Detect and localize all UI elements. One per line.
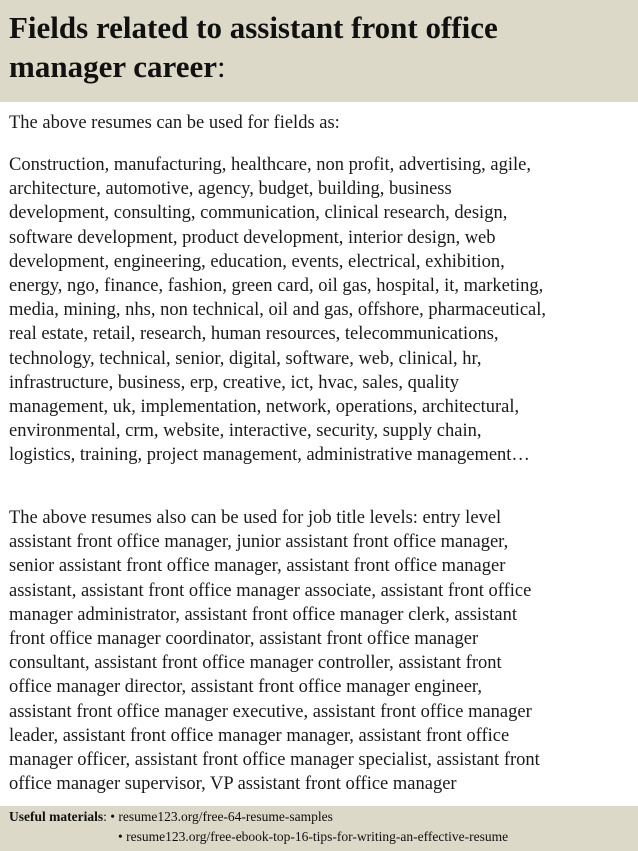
footer-link-resume-samples[interactable]: resume123.org/free-64-resume-samples: [118, 809, 333, 824]
fields-line: management, uk, implementation, network, operations, architectural,: [9, 397, 520, 418]
fields-line: Construction, manufacturing, healthcare, non profit, advertising, agile,: [9, 155, 531, 175]
levels-line: manager administrator, assistant front office manager clerk, assistant: [9, 604, 518, 625]
useful-materials-footer: [0, 806, 638, 851]
levels-line: assistant front office manager, junior assistant front office manager,: [9, 532, 509, 553]
footer-row-1: Useful materials: • resume123.org/free-64-resume-samples: [9, 809, 333, 824]
fields-line: environmental, crm, website, interactive, security, supply chain,: [9, 421, 482, 442]
levels-line: leader, assistant front office manager manager, assistant front office: [9, 725, 510, 746]
fields-paragraph: [9, 153, 546, 468]
levels-line: senior assistant front office manager, assistant front office manager: [9, 556, 506, 577]
levels-paragraph: [9, 506, 540, 796]
fields-line: development, engineering, education, events, electrical, exhibition,: [9, 251, 505, 272]
levels-line: consultant, assistant front office manager controller, assistant front: [9, 653, 502, 674]
title-colon: :: [217, 49, 226, 84]
title-line-1: Fields related to assistant front office: [9, 10, 498, 45]
fields-line: technology, technical, senior, digital, software, web, clinical, hr,: [9, 348, 482, 369]
footer-row-2: • resume123.org/free-ebook-top-16-tips-for-writing-an-effective-resume: [118, 829, 509, 844]
levels-line: manager officer, assistant front office manager specialist, assistant front: [9, 750, 540, 771]
fields-line: media, mining, nhs, non technical, oil and gas, offshore, pharmaceutical,: [9, 300, 547, 321]
levels-line: The above resumes also can be used for job title levels: entry level: [9, 508, 502, 528]
intro-text: The above resumes can be used for fields as:: [9, 113, 340, 133]
title-line-2: manager career: [9, 49, 218, 84]
fields-line: energy, ngo, finance, fashion, green card, oil gas, hospital, it, marketing,: [9, 276, 544, 297]
fields-line: software development, product development, interior design, web: [9, 227, 496, 248]
fields-line: infrastructure, business, erp, creative, ict, hvac, sales, quality: [9, 372, 460, 393]
levels-line: assistant, assistant front office manager associate, assistant front office: [9, 580, 532, 601]
footer-label: Useful materials: [9, 809, 104, 824]
fields-line: logistics, training, project management, administrative management…: [9, 445, 530, 466]
footer-link-ebook[interactable]: resume123.org/free-ebook-top-16-tips-for-writing-an-effective-resume: [126, 829, 509, 844]
levels-line: office manager director, assistant front office manager engineer,: [9, 677, 482, 698]
levels-line: front office manager coordinator, assistant front office manager: [9, 629, 479, 650]
fields-line: architecture, automotive, agency, budget, building, business: [9, 179, 452, 200]
levels-line: office manager supervisor, VP assistant front office manager: [9, 774, 457, 795]
fields-line: development, consulting, communication, clinical research, design,: [9, 203, 508, 224]
fields-line: real estate, retail, research, human resources, telecommunications,: [9, 324, 499, 345]
levels-line: assistant front office manager executive, assistant front office manager: [9, 701, 532, 722]
